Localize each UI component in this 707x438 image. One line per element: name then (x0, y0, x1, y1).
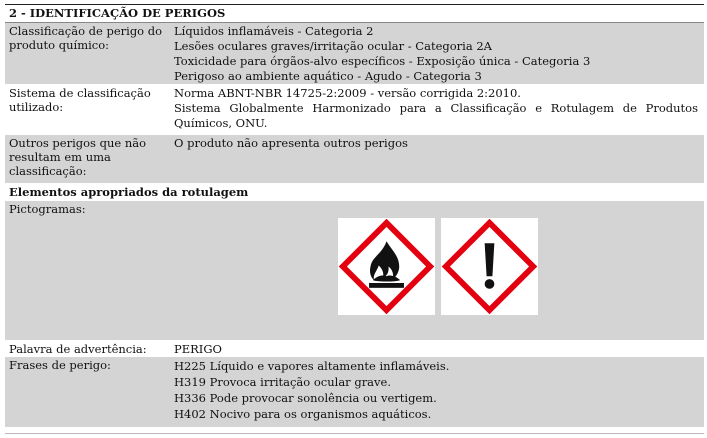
classification-line: Toxicidade para órgãos-alvo específicos - Exposição única - Categoria 3 (174, 54, 591, 68)
other-hazards-value: O produto não apresenta outros perigos (174, 136, 408, 150)
system-line: Sistema Globalmente Harmonizado para a Classificação e Rotulagem de Produtos Químicos, ONU. (174, 101, 698, 130)
hazard-statement: H402 Nocivo para os organismos aquáticos. (174, 407, 432, 421)
signal-word-value: PERIGO (174, 342, 222, 356)
system-label: Sistema de classificação utilizado: (9, 86, 151, 114)
system-line: Norma ABNT-NBR 14725-2:2009 - versão corrigida 2:2010. (174, 86, 521, 100)
classification-line: Perigoso ao ambiente aquático - Agudo - Categoria 3 (174, 69, 482, 83)
system-values (170, 85, 704, 131)
classification-values (170, 23, 704, 84)
signal-word-label: Palavra de advertência: (9, 342, 147, 356)
other-hazards-label: Outros perigos que não resultam em uma classificação: (9, 136, 147, 178)
pictograms-row (5, 201, 704, 341)
ghs-exclamation-icon (441, 218, 538, 315)
hazard-statement: H319 Provoca irritação ocular grave. (174, 375, 392, 389)
classification-line: Lesões oculares graves/irritação ocular - Categoria 2A (174, 39, 492, 53)
system-row (5, 85, 704, 135)
ghs-flame-icon (338, 218, 435, 315)
hazard-identification-section (5, 4, 704, 428)
hazard-statements-values (170, 357, 704, 422)
hazard-statements-row (5, 357, 704, 428)
exclamation-pictogram (441, 218, 538, 315)
classification-line: Líquidos inflamáveis - Categoria 2 (174, 24, 374, 38)
label-elements-title: Elementos apropriados da rotulagem (5, 184, 704, 201)
section-title: 2 - IDENTIFICAÇÃO DE PERIGOS (5, 4, 704, 23)
hazard-statement: H225 Líquido e vapores altamente inflamáveis. (174, 359, 450, 373)
flame-pictogram (338, 218, 435, 315)
page-divider (5, 433, 704, 434)
classification-label: Classificação de perigo do produto químico: (9, 24, 163, 52)
signal-word-row (5, 341, 704, 357)
classification-row (5, 23, 704, 85)
other-hazards-row (5, 135, 704, 184)
hazard-statements-label: Frases de perigo: (9, 358, 111, 372)
hazard-statement: H336 Pode provocar sonolência ou vertigem. (174, 391, 437, 405)
pictograms-label: Pictogramas: (9, 202, 86, 216)
